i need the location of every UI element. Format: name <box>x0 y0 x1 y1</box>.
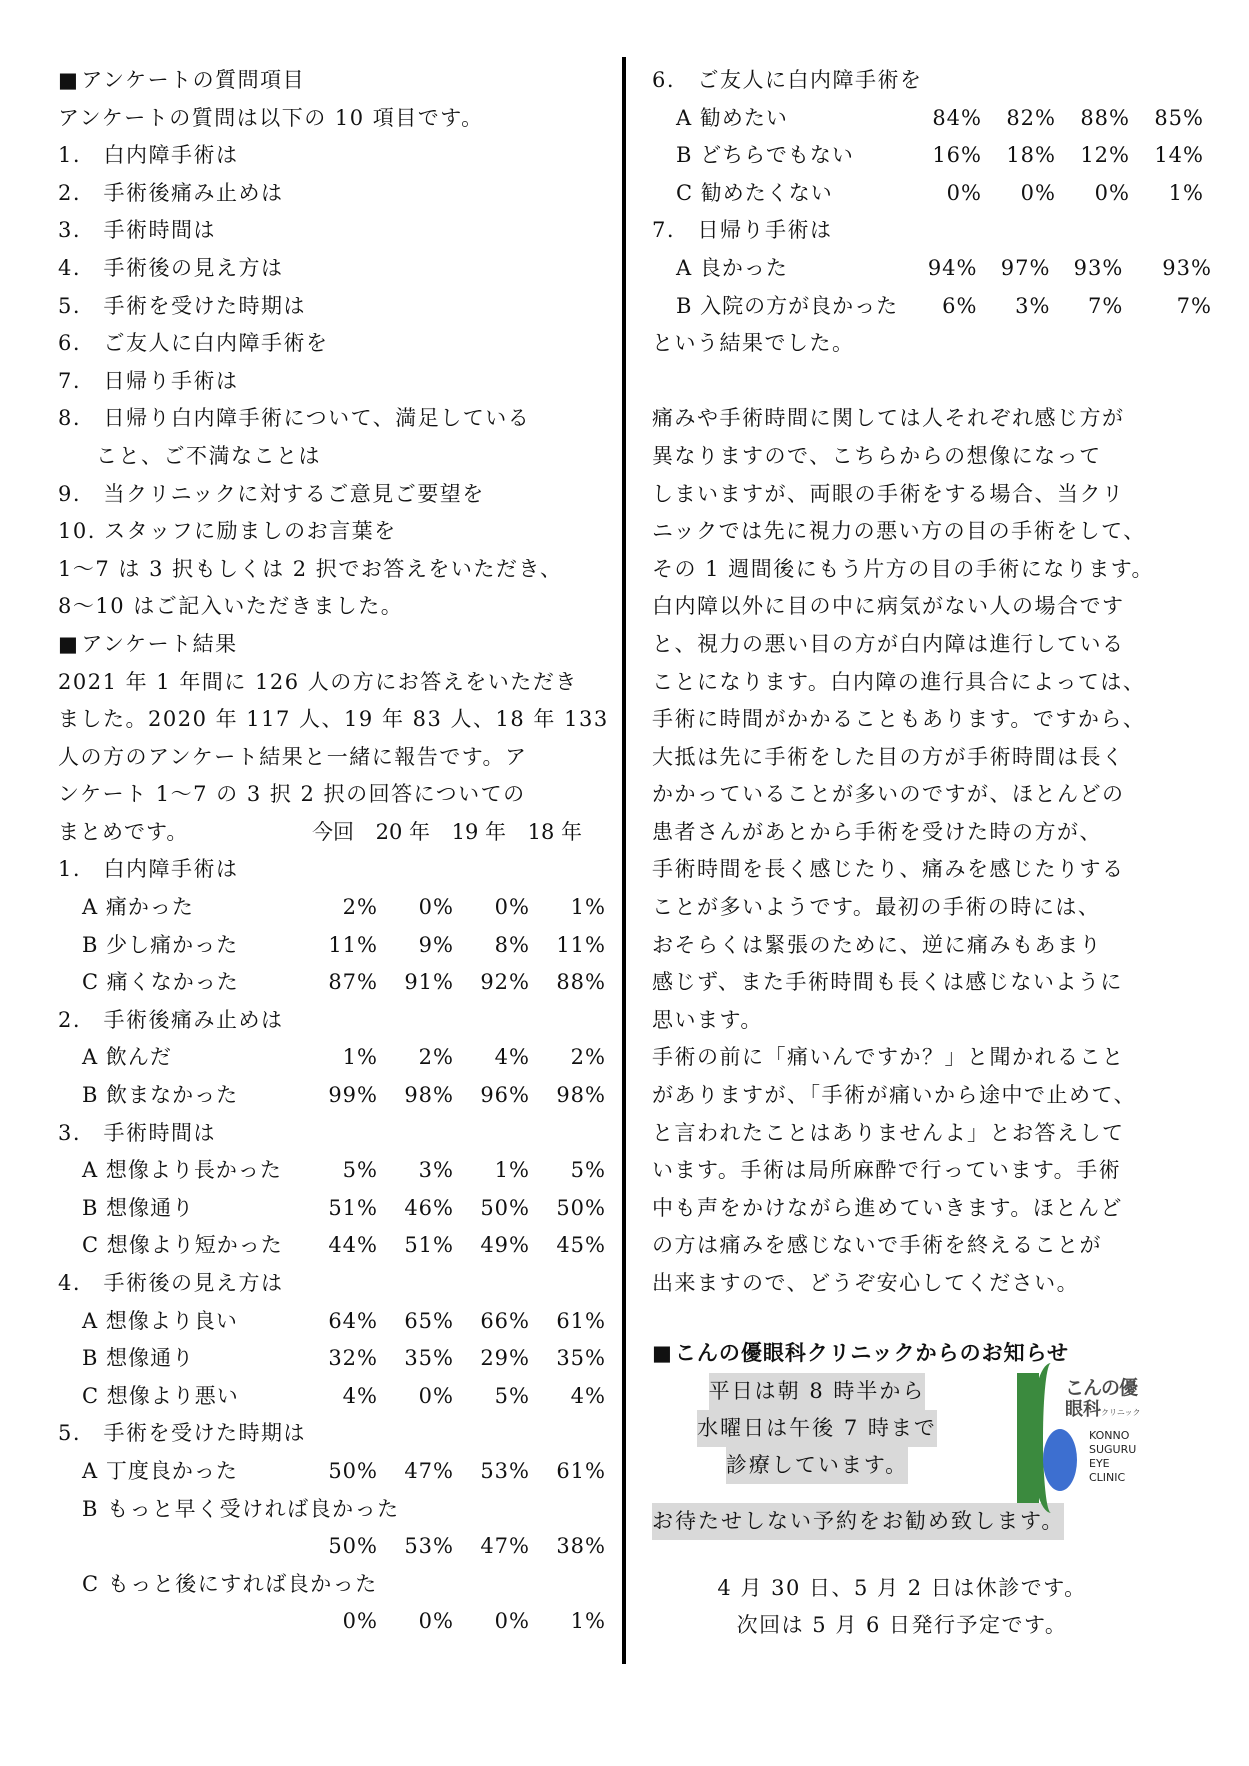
commentary-line: 手術時間を長く感じたり、痛みを感じたりする <box>652 857 1125 882</box>
value-cell: 50% <box>328 1534 378 1559</box>
value-cell: 87% <box>328 970 378 995</box>
value-cell: 85% <box>1154 105 1204 130</box>
option-label: C 勧めたくない <box>676 180 833 205</box>
value-cell: 1% <box>494 1158 530 1183</box>
option-label: A 丁度良かった <box>82 1458 238 1483</box>
option-label: C 想像より短かった <box>82 1233 283 1258</box>
office-hours <box>652 1373 982 1484</box>
column-header: 20 年 <box>375 819 430 844</box>
value-cell: 5% <box>342 1158 378 1183</box>
survey-item: 10. スタッフに励ましのお言葉を <box>58 519 397 544</box>
notice-block <box>652 1373 1212 1523</box>
survey-item: 9. 当クリニックに対するご意見ご要望を <box>58 481 485 506</box>
survey-items-heading: ■ アンケートの質問項目 <box>58 62 606 100</box>
table-row <box>58 927 606 965</box>
logo-jp-small: クリニック <box>1101 1407 1141 1417</box>
commentary-line: と、視力の悪い目の方が白内障は進行している <box>652 631 1125 656</box>
logo-en-name <box>1089 1429 1136 1485</box>
survey-item: 3. 手術時間は <box>58 218 217 243</box>
commentary-line: 患者さんがあとから手術を受けた時の方が、 <box>652 819 1102 844</box>
column-header: 今回 <box>312 819 354 844</box>
value-cell: 45% <box>556 1233 606 1258</box>
value-cell: 1% <box>342 1045 378 1070</box>
table-row <box>58 1190 606 1228</box>
commentary-line: 中も声をかけながら進めていきます。ほとんど <box>652 1195 1123 1220</box>
survey-item: 7. 日帰り手術は <box>58 368 239 393</box>
value-cell: 50% <box>328 1458 378 1483</box>
value-cell: 88% <box>1080 105 1130 130</box>
value-cell: 50% <box>556 1195 606 1220</box>
value-cell: 96% <box>480 1083 530 1108</box>
value-cell: 82% <box>1006 105 1056 130</box>
results-intro: 2021 年 1 年間に 126 人の方にお答えをいただき <box>58 669 578 694</box>
empty-label <box>58 1528 302 1566</box>
value-cell: 0% <box>946 180 982 205</box>
commentary-line: かかっていることが多いのですが、ほとんどの <box>652 782 1125 807</box>
commentary-line: がありますが、「手術が痛いから途中で止めて、 <box>652 1083 1137 1108</box>
option-label: C 想像より悪い <box>82 1383 239 1408</box>
results-closing: という結果でした。 <box>652 331 855 356</box>
table-row <box>58 889 606 927</box>
value-cell: 6% <box>942 293 978 318</box>
value-cell: 7% <box>1087 293 1124 318</box>
value-cell: 92% <box>480 970 530 995</box>
value-cell: 0% <box>494 1609 530 1634</box>
column-header: 19 年 <box>451 819 506 844</box>
value-cell: 64% <box>328 1308 378 1333</box>
option-label: A 勧めたい <box>676 105 788 130</box>
value-cell: 93% <box>1073 255 1124 280</box>
value-cell: 47% <box>480 1534 530 1559</box>
value-cell: 1% <box>1168 180 1204 205</box>
value-cell: 53% <box>480 1458 530 1483</box>
clinic-logo <box>1017 1373 1147 1503</box>
value-cell: 2% <box>342 895 378 920</box>
table-row <box>652 250 1212 288</box>
value-cell: 44% <box>328 1233 378 1258</box>
commentary-line: 白内障以外に目の中に病気がない人の場合です <box>652 594 1125 619</box>
value-cell: 18% <box>1006 143 1056 168</box>
table-row <box>58 1039 606 1077</box>
table-row <box>652 100 1212 138</box>
table-row <box>58 1528 606 1566</box>
value-cell: 11% <box>328 932 378 957</box>
option-label: C 痛くなかった <box>82 970 239 995</box>
results-table-header <box>58 814 606 852</box>
value-cell: 3% <box>418 1158 454 1183</box>
option-label: B 飲まなかった <box>82 1083 239 1108</box>
question-title: 7. 日帰り手術は <box>652 218 833 243</box>
value-cell: 0% <box>1094 180 1130 205</box>
survey-item: 1. 白内障手術は <box>58 143 239 168</box>
option-label: A 良かった <box>676 255 788 280</box>
empty-label <box>58 1603 302 1641</box>
question-title: 3. 手術時間は <box>58 1120 217 1145</box>
value-cell: 1% <box>570 1609 606 1634</box>
value-cell: 93% <box>1162 255 1212 280</box>
table-row <box>58 1303 606 1341</box>
commentary-line: と言われたことはありませんよ」とお答えして <box>652 1120 1125 1145</box>
commentary-line: 手術の前に「痛いんですか？」と聞かれること <box>652 1045 1125 1070</box>
option-label: A 想像より良い <box>82 1308 238 1333</box>
table-row <box>58 1453 606 1491</box>
spacer <box>652 1540 1212 1570</box>
answer-note: 1～7 は 3 択もしくは 2 択でお答えをいただき、 <box>58 556 563 581</box>
table-row <box>58 964 606 1002</box>
value-cell: 32% <box>328 1346 378 1371</box>
value-cell: 12% <box>1080 143 1130 168</box>
survey-item: 6. ご友人に白内障手術を <box>58 331 329 356</box>
hours-line: 水曜日は午後 7 時まで <box>697 1410 937 1447</box>
table-row <box>652 175 1212 213</box>
commentary-line: 大抵は先に手術をした目の方が手術時間は長く <box>652 744 1125 769</box>
value-cell: 9% <box>418 932 454 957</box>
value-cell: 0% <box>418 1609 454 1634</box>
hours-line: 平日は朝 8 時半から <box>709 1373 926 1410</box>
survey-item: 8. 日帰り白内障手術について、満足している <box>58 406 531 431</box>
value-cell: 5% <box>570 1158 606 1183</box>
column-divider <box>622 57 626 1664</box>
survey-item: 5. 手術を受けた時期は <box>58 293 307 318</box>
answer-note: 8～10 はご記入いただきました。 <box>58 594 404 619</box>
next-issue: 次回は 5 月 6 日発行予定です。 <box>736 1612 1068 1637</box>
value-cell: 0% <box>418 895 454 920</box>
option-label: B 入院の方が良かった <box>676 293 899 318</box>
value-cell: 8% <box>494 932 530 957</box>
results-heading: ■ アンケート結果 <box>58 626 606 664</box>
option-label: A 想像より長かった <box>82 1158 282 1183</box>
table-row <box>58 1378 606 1416</box>
value-cell: 66% <box>480 1308 530 1333</box>
commentary-line: 手術に時間がかかることもあります。ですから、 <box>652 707 1146 732</box>
value-cell: 0% <box>342 1609 378 1634</box>
results-intro: ンケート 1～7 の 3 択 2 択の回答についての <box>58 782 526 807</box>
value-cell: 4% <box>570 1383 606 1408</box>
value-cell: 5% <box>494 1383 530 1408</box>
table-row <box>58 1227 606 1265</box>
value-cell: 35% <box>404 1346 454 1371</box>
logo-jp-dept-text: 眼科 <box>1065 1398 1101 1420</box>
commentary-line: ことになります。白内障の進行具合によっては、 <box>652 669 1146 694</box>
commentary-line: ニックでは先に視力の悪い方の目の手術をして、 <box>652 519 1146 544</box>
commentary-line: 感じず、また手術時間も長くは感じないように <box>652 970 1123 995</box>
spacer <box>652 1303 1212 1333</box>
results-intro: ました。2020 年 117 人、19 年 83 人、18 年 133 <box>58 707 609 732</box>
question-title: 1. 白内障手術は <box>58 857 239 882</box>
survey-item: 2. 手術後痛み止めは <box>58 180 284 205</box>
results-intro: 人の方のアンケート結果と一緒に報告です。ア <box>58 744 528 769</box>
option-label: A 飲んだ <box>82 1045 172 1070</box>
question-title: 5. 手術を受けた時期は <box>58 1421 307 1446</box>
hours-line: 診療しています。 <box>726 1447 908 1484</box>
value-cell: 0% <box>1020 180 1056 205</box>
value-cell: 84% <box>932 105 982 130</box>
column-header: 18 年 <box>527 819 582 844</box>
logo-blue-eye-icon <box>1043 1429 1077 1491</box>
logo-green-bar <box>1017 1373 1039 1503</box>
option-label: C もっと後にすれば良かった <box>82 1571 378 1596</box>
value-cell: 2% <box>570 1045 606 1070</box>
commentary-line: います。手術は局所麻酔で行っています。手術 <box>652 1158 1122 1183</box>
reservation-note: お待たせしない予約をお勧め致します。 <box>652 1503 1064 1540</box>
value-cell: 51% <box>404 1233 454 1258</box>
value-cell: 65% <box>404 1308 454 1333</box>
value-cell: 98% <box>556 1083 606 1108</box>
option-label: B どちらでもない <box>676 143 854 168</box>
value-cell: 16% <box>932 143 982 168</box>
table-row <box>58 1077 606 1115</box>
option-label: B 想像通り <box>82 1195 195 1220</box>
value-cell: 38% <box>556 1534 606 1559</box>
table-row <box>652 288 1212 326</box>
logo-en-line: SUGURU <box>1089 1442 1137 1456</box>
right-column <box>652 62 1212 1644</box>
question-title: 4. 手術後の見え方は <box>58 1271 284 1295</box>
value-cell: 61% <box>556 1458 606 1483</box>
commentary-line: ことが多いようです。最初の手術の時には、 <box>652 895 1101 920</box>
commentary-line: の方は痛みを感じないで手術を終えることが <box>652 1233 1102 1258</box>
logo-jp-dept <box>1065 1395 1141 1421</box>
commentary-line: しまいますが、両眼の手術をする場合、当クリ <box>652 481 1125 506</box>
commentary-line: その 1 週間後にもう片方の目の手術になります。 <box>652 556 1155 581</box>
table-row <box>652 137 1212 175</box>
value-cell: 99% <box>328 1083 378 1108</box>
value-cell: 91% <box>404 970 454 995</box>
commentary-line: 思います。 <box>652 1007 763 1032</box>
value-cell: 88% <box>556 970 606 995</box>
closed-days: 4 月 30 日、5 月 2 日は休診です。 <box>717 1575 1087 1600</box>
survey-intro: アンケートの質問は以下の 10 項目です。 <box>58 105 484 130</box>
commentary-line: 出来ますので、どうぞ安心してください。 <box>652 1271 1080 1295</box>
value-cell: 2% <box>418 1045 454 1070</box>
value-cell: 0% <box>418 1383 454 1408</box>
value-cell: 46% <box>404 1195 454 1220</box>
summary-label: まとめです。 <box>58 819 189 844</box>
left-column <box>58 62 609 1641</box>
logo-jp-name: こんの優 <box>1065 1376 1138 1399</box>
value-cell: 50% <box>480 1195 530 1220</box>
survey-item-continued: こと、ご不満なことは <box>96 443 321 468</box>
commentary-line: 痛みや手術時間に関しては人それぞれ感じ方が <box>652 406 1125 431</box>
option-label: B 少し痛かった <box>82 932 239 957</box>
option-label: B もっと早く受ければ良かった <box>82 1496 400 1521</box>
value-cell: 7% <box>1176 293 1212 318</box>
value-cell: 51% <box>328 1195 378 1220</box>
value-cell: 53% <box>404 1534 454 1559</box>
logo-en-line: CLINIC <box>1089 1470 1126 1484</box>
table-row <box>58 1152 606 1190</box>
value-cell: 4% <box>342 1383 378 1408</box>
value-cell: 94% <box>927 255 978 280</box>
value-cell: 47% <box>404 1458 454 1483</box>
table-row <box>58 1340 606 1378</box>
table-row <box>58 1603 606 1641</box>
logo-en-line: EYE <box>1089 1456 1110 1470</box>
survey-item: 4. 手術後の見え方は <box>58 255 284 280</box>
commentary-line: おそらくは緊張のために、逆に痛みもあまり <box>652 932 1102 957</box>
value-cell: 61% <box>556 1308 606 1333</box>
commentary-line: 異なりますので、こちらからの想像になって <box>652 443 1102 468</box>
value-cell: 97% <box>1000 255 1051 280</box>
option-label: B 想像通り <box>82 1346 195 1371</box>
logo-en-line: KONNO <box>1089 1428 1130 1442</box>
notice-heading: ■ こんの優眼科クリニックからのお知らせ <box>652 1333 1212 1373</box>
value-cell: 98% <box>404 1083 454 1108</box>
value-cell: 0% <box>494 895 530 920</box>
value-cell: 29% <box>480 1346 530 1371</box>
value-cell: 35% <box>556 1346 606 1371</box>
question-title: 2. 手術後痛み止めは <box>58 1007 284 1032</box>
value-cell: 3% <box>1015 293 1051 318</box>
value-cell: 11% <box>556 932 606 957</box>
value-cell: 49% <box>480 1233 530 1258</box>
value-cell: 1% <box>570 895 606 920</box>
value-cell: 14% <box>1154 143 1204 168</box>
option-label: A 痛かった <box>82 895 194 920</box>
question-title: 6. ご友人に白内障手術を <box>652 68 923 92</box>
spacer <box>652 363 1212 401</box>
value-cell: 4% <box>494 1045 530 1070</box>
